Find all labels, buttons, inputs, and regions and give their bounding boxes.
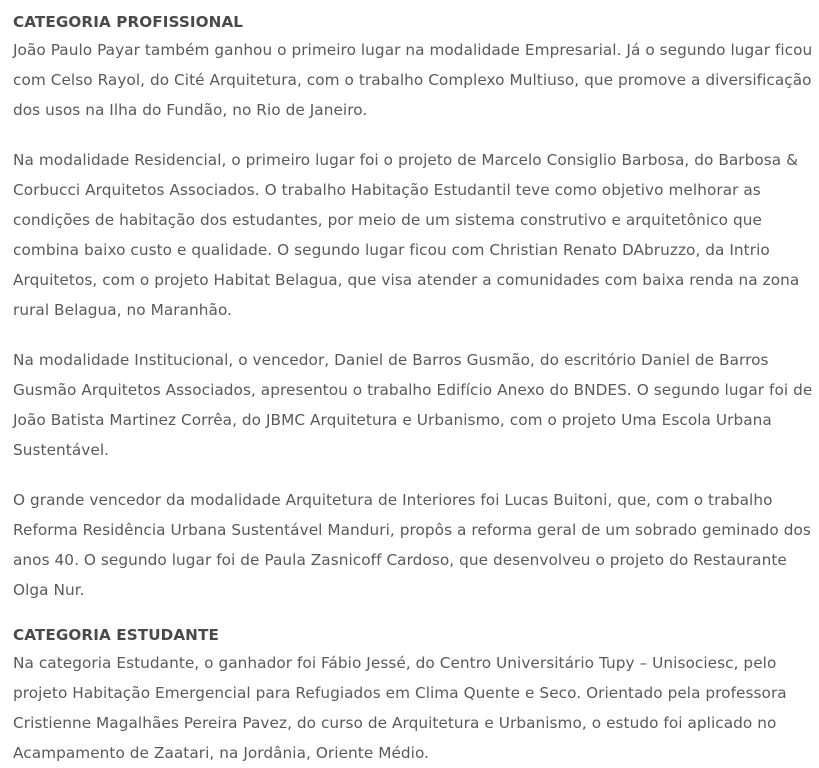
paragraph-empresarial: João Paulo Payar também ganhou o primeiro lugar na modalidade Empresarial. Já o segundo lugar ficou com Celso Rayol, do Cité Arquitetura, com o trabalho Complexo Multiuso, que promove a diversificação dos usos na Ilha do Fundão, no Rio de Janeiro. xyxy=(13,41,813,119)
paragraph-interiores: O grande vencedor da modalidade Arquitetura de Interiores foi Lucas Buitoni, que, com o trabalho Reforma Residência Urbana Sustentável Manduri, propôs a reforma geral de um sobrado geminado dos anos 40. O segundo lugar foi de Paula Zasnicoff Cardoso, que desenvolveu o projeto do Restaurante Olga Nur. xyxy=(13,491,811,599)
section-heading-profissional: CATEGORIA PROFISSIONAL xyxy=(13,13,244,31)
paragraph-estudante: Na categoria Estudante, o ganhador foi Fábio Jessé, do Centro Universitário Tupy – Unisociesc, pelo projeto Habitação Emergencial para Refugiados em Clima Quente e Seco. Orientado pela professora Cristienne Magalhães Pereira Pavez, do curso de Arquitetura e Urbanismo, o estudo foi aplicado no Acampamento de Zaatari, na Jordânia, Oriente Médio. xyxy=(13,654,787,762)
paragraph-residencial: Na modalidade Residencial, o primeiro lugar foi o projeto de Marcelo Consiglio Barbosa, do Barbosa & Corbucci Arquitetos Associados. O trabalho Habitação Estudantil teve como objetivo melhorar as condições de habitação dos estudantes, por meio de um sistema construtivo e arquitetônico que combina baixo custo e qualidade. O segundo lugar ficou com Christian Renato DAbruzzo, da Intrio Arquitetos, com o projeto Habitat Belagua, que visa atender a comunidades com baixa renda na zona rural Belagua, no Maranhão. xyxy=(13,151,800,319)
article-body xyxy=(13,9,813,768)
section-heading-estudante: CATEGORIA ESTUDANTE xyxy=(13,626,219,644)
paragraph-institucional: Na modalidade Institucional, o vencedor, Daniel de Barros Gusmão, do escritório Daniel de Barros Gusmão Arquitetos Associados, apresentou o trabalho Edifício Anexo do BNDES. O segundo lugar foi de João Batista Martinez Corrêa, do JBMC Arquitetura e Urbanismo, com o projeto Uma Escola Urbana Sustentável. xyxy=(13,351,813,459)
